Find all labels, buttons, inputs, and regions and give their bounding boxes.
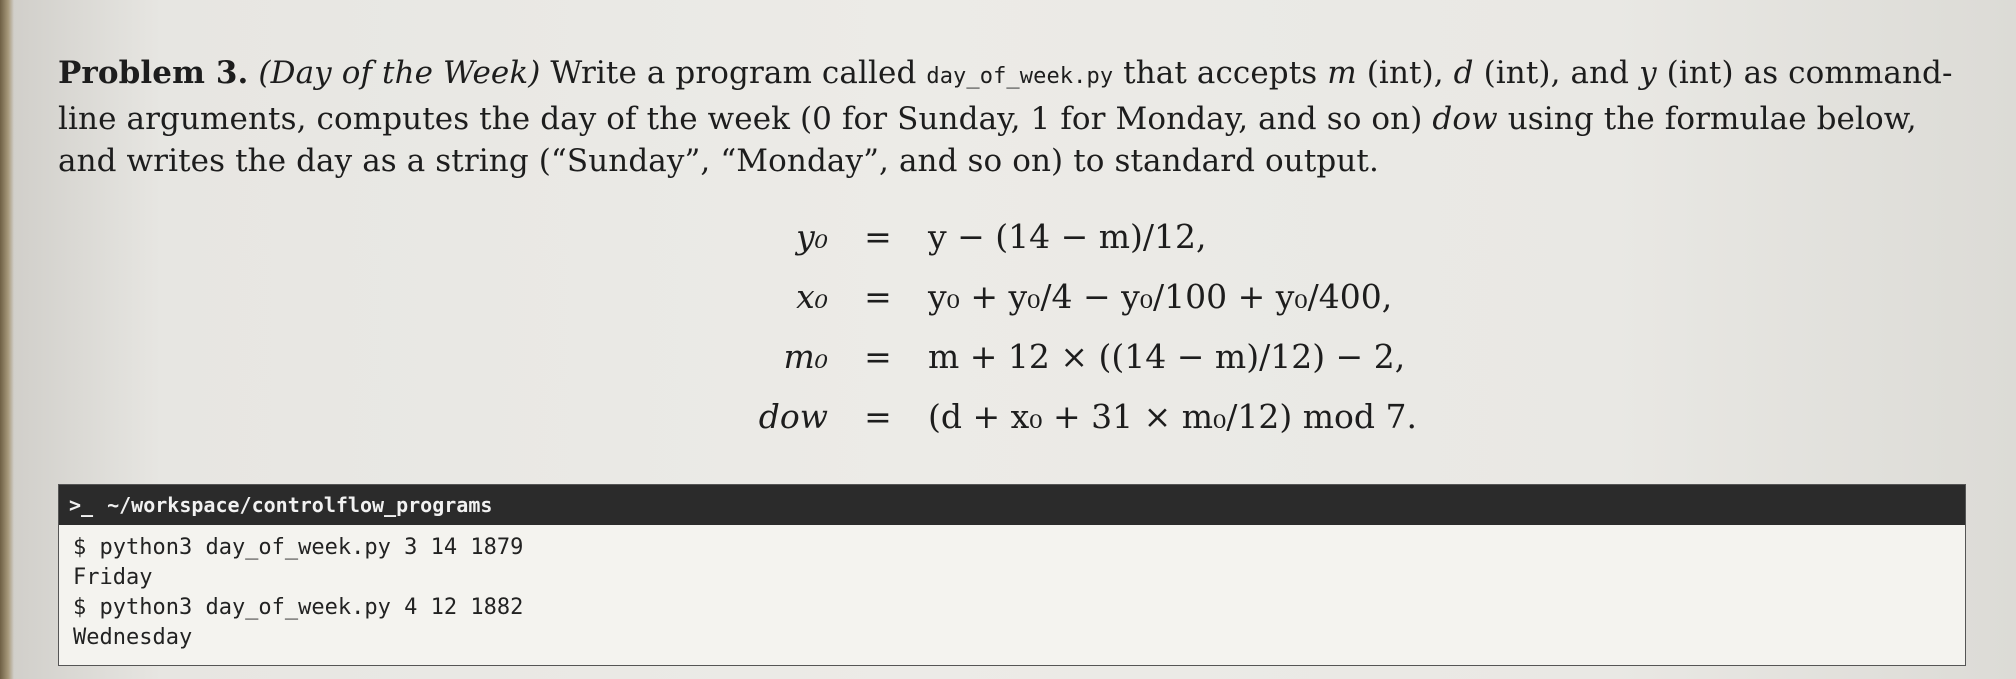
var-m: m — [1327, 55, 1357, 91]
equation-lhs: m₀ — [783, 337, 828, 376]
equation-row — [698, 337, 1518, 397]
equation-row — [698, 217, 1518, 277]
equation-row — [698, 277, 1518, 337]
problem-title: (Day of the Week) — [258, 55, 541, 91]
equation-lhs: dow — [758, 397, 828, 436]
equation-rhs: (d + x₀ + 31 × m₀/12) mod 7. — [928, 397, 1417, 436]
equals-sign: = — [864, 217, 892, 256]
terminal-title-bar — [59, 485, 1965, 525]
problem-text-part: (int) as command-line arguments, computes the day of the week (0 for Sunday, 1 for Monday, and so on) — [58, 55, 1953, 137]
equation-rhs: y₀ + y₀/4 − y₀/100 + y₀/400, — [928, 277, 1393, 316]
program-filename: day_of_week.py — [926, 64, 1114, 89]
equals-sign: = — [864, 277, 892, 316]
problem-text-part: Write a program called — [540, 55, 927, 91]
problem-heading: Problem 3. — [58, 55, 249, 91]
terminal-result: Wednesday — [73, 625, 193, 650]
terminal-prompt-icon: >_ — [69, 493, 94, 517]
formula-block — [698, 217, 1518, 457]
problem-text-part: (int), and — [1473, 55, 1640, 91]
terminal-result: Friday — [73, 565, 153, 590]
equation-rhs: y − (14 − m)/12, — [928, 217, 1207, 256]
equation-row — [698, 397, 1518, 457]
problem-statement — [58, 52, 1978, 182]
problem-text-part: (int), — [1356, 55, 1454, 91]
terminal-path: ~/workspace/controlflow_programs — [107, 493, 493, 517]
equals-sign: = — [864, 337, 892, 376]
document-page — [58, 52, 1978, 650]
terminal-command: $ python3 day_of_week.py 4 12 1882 — [73, 595, 524, 620]
var-d: d — [1453, 55, 1474, 91]
terminal-command: $ python3 day_of_week.py 3 14 1879 — [73, 535, 524, 560]
equation-rhs: m + 12 × ((14 − m)/12) − 2, — [928, 337, 1406, 376]
equation-lhs: x₀ — [796, 277, 828, 316]
problem-text-part: using the formulae below, and writes the day as a string (“Sunday”, “Monday”, and so on) to standard output. — [58, 101, 1917, 179]
terminal-output — [59, 525, 1965, 661]
equals-sign: = — [864, 397, 892, 436]
page-edge-shadow — [0, 0, 14, 679]
problem-text-part: that accepts — [1113, 55, 1328, 91]
equation-lhs: y₀ — [796, 217, 828, 256]
var-dow: dow — [1432, 101, 1498, 137]
terminal-window — [58, 484, 1966, 666]
var-y: y — [1639, 55, 1657, 91]
